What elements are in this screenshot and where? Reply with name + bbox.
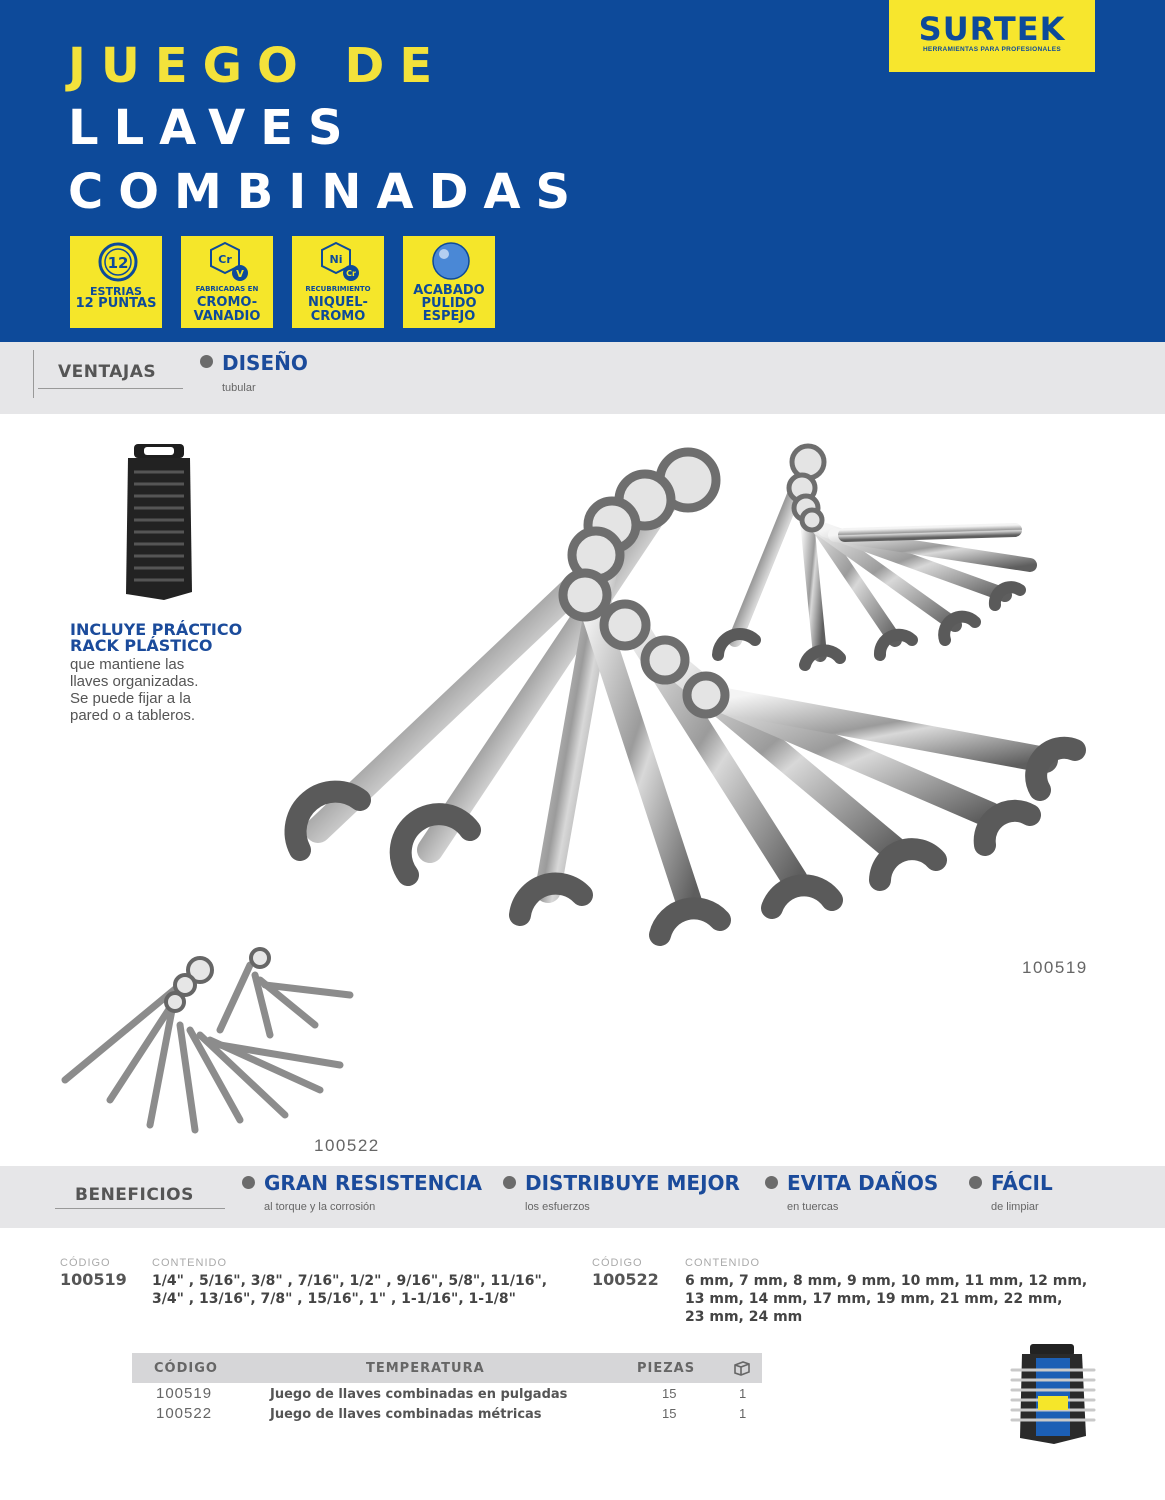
beneficio-title: EVITA DAÑOS: [787, 1171, 939, 1195]
rack-promo-title-line2: RACK PLÁSTICO: [70, 636, 213, 655]
product-code-100519: 100519: [1022, 958, 1088, 977]
badge-line-3: ESPEJO: [422, 309, 476, 324]
badge-line-1: ESTRIAS: [90, 285, 142, 298]
beneficio-subtitle: los esfuerzos: [525, 1201, 590, 1213]
table-header-pieces: PIEZAS: [637, 1361, 696, 1376]
bullet-icon: [765, 1176, 778, 1189]
badge-line-3: VANADIO: [193, 309, 261, 324]
bullet-icon: [242, 1176, 255, 1189]
rack-promo-title-line1: INCLUYE PRÁCTICO: [70, 620, 243, 639]
brand-name: SURTEK: [918, 10, 1066, 48]
bullet-icon: [503, 1176, 516, 1189]
rack-promo-line4: pared o a tableros.: [70, 707, 196, 724]
beneficio-subtitle: de limpiar: [991, 1201, 1039, 1213]
contents-line: 6 mm, 7 mm, 8 mm, 9 mm, 10 mm, 11 mm, 12 mm,: [685, 1273, 1088, 1289]
code-value: 100519: [60, 1270, 127, 1289]
title-line-1: JUEGO DE: [68, 38, 448, 94]
contents-line: 1/4" , 5/16", 3/8" , 7/16", 1/2" , 9/16", 5/8", 11/16",: [152, 1273, 548, 1289]
badge-line-3: CROMO: [310, 309, 366, 324]
badge-line-2: CROMO-: [196, 295, 258, 310]
row-box: 1: [739, 1406, 747, 1421]
beneficio-subtitle: en tuercas: [787, 1201, 839, 1213]
badge-symbol: Cr: [218, 253, 232, 266]
wrench-set-100522-image: [50, 940, 370, 1140]
product-code-100522: 100522: [314, 1136, 380, 1155]
beneficios-rule: [55, 1208, 225, 1209]
code-label: CÓDIGO: [60, 1257, 111, 1269]
bullet-icon: [969, 1176, 982, 1189]
table-header-code: CÓDIGO: [154, 1361, 218, 1376]
badge-line-1: ACABADO: [413, 283, 485, 298]
beneficio-title: FÁCIL: [991, 1171, 1053, 1195]
brand-tagline: HERRAMIENTAS PARA PROFESIONALES: [922, 46, 1062, 53]
packaged-rack-image: [1008, 1340, 1100, 1446]
title-line-3: COMBINADAS: [68, 164, 586, 220]
contents-100522: [685, 1272, 1087, 1326]
contents-line: 3/4" , 13/16", 7/8" , 15/16", 1" , 1-1/16", 1-1/8": [152, 1291, 516, 1307]
badge-line-1: RECUBRIMIENTO: [305, 285, 371, 293]
badge-symbol: Ni: [329, 253, 343, 266]
row-pieces: 15: [662, 1386, 677, 1401]
rack-promo-line3: Se puede fijar a la: [70, 690, 191, 707]
row-code: 100522: [156, 1405, 213, 1422]
rack-promo-line2: llaves organizadas.: [70, 673, 199, 690]
contents-label: CONTENIDO: [152, 1257, 227, 1269]
beneficio-title: DISTRIBUYE MEJOR: [525, 1171, 740, 1195]
badge-line-1: FABRICADAS EN: [195, 285, 259, 293]
table-header-description: TEMPERATURA: [366, 1361, 485, 1376]
beneficio-subtitle: al torque y la corrosión: [264, 1201, 376, 1213]
badge-symbol: 12: [107, 254, 129, 272]
row-code: 100519: [156, 1385, 213, 1402]
row-pieces: 15: [662, 1406, 677, 1421]
badge-line-2: NIQUEL-: [308, 295, 368, 310]
row-description: Juego de llaves combinadas métricas: [270, 1407, 542, 1422]
code-value: 100522: [592, 1270, 659, 1289]
badge-line-2: 12 PUNTAS: [75, 296, 157, 311]
badge-symbol-2: V: [236, 269, 244, 280]
badge-line-2: PULIDO: [421, 296, 477, 311]
beneficios-band: [0, 1166, 1165, 1228]
ventaja-subtitle: tubular: [222, 382, 256, 394]
ventaja-title: DISEÑO: [222, 351, 308, 375]
beneficio-title: GRAN RESISTENCIA: [264, 1171, 482, 1195]
code-label: CÓDIGO: [592, 1257, 643, 1269]
box-icon: [732, 1358, 752, 1378]
contents-line: 13 mm, 14 mm, 17 mm, 19 mm, 21 mm, 22 mm,: [685, 1291, 1063, 1307]
ventajas-label: VENTAJAS: [58, 362, 157, 382]
contents-100519: [152, 1272, 547, 1308]
beneficios-label: BENEFICIOS: [75, 1185, 194, 1205]
rack-promo-line1: que mantiene las: [70, 656, 185, 673]
row-description: Juego de llaves combinadas en pulgadas: [270, 1387, 568, 1402]
contents-line: 23 mm, 24 mm: [685, 1309, 803, 1325]
row-box: 1: [739, 1386, 747, 1401]
contents-label: CONTENIDO: [685, 1257, 760, 1269]
badge-symbol-2: Cr: [346, 269, 356, 278]
title-line-2: LLAVES: [68, 100, 358, 156]
table-header: [132, 1353, 762, 1383]
